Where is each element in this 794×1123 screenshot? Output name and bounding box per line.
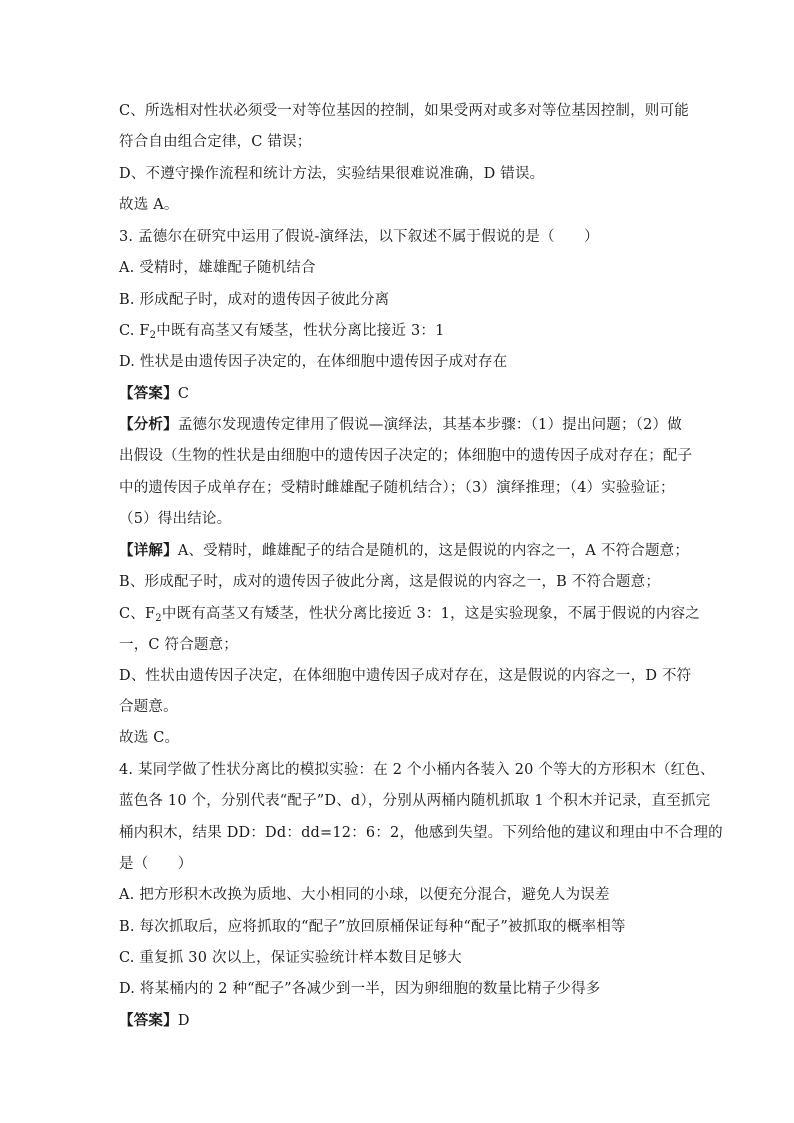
answer-value: C (177, 386, 190, 402)
text-line (119, 604, 700, 624)
analysis-line (119, 415, 682, 435)
text-line: 蓝色各 10 个，分别代表“配子”D、d），分别从两桶内随机抓取 1 个积木并记录，直至抓完 (119, 793, 711, 809)
option-b: B. 每次抓取后，应将抓取的“配子”放回原桶保证每种“配子”被抓取的概率相等 (119, 919, 626, 935)
option-b: B. 形成配子时，成对的遗传因子彼此分离 (119, 292, 390, 308)
text-line: 是（ ） (119, 856, 193, 872)
text-segment: C、F (119, 606, 156, 622)
text-segment: A、受精时，雌雄配子的结合是随机的，这是假说的内容之一，A 不符合题意； (177, 543, 690, 559)
text-line: 合题意。 (119, 699, 178, 715)
option-d: D. 性状是由遗传因子决定的，在体细胞中遗传因子成对存在 (119, 354, 508, 370)
analysis-tag: 【分析】 (119, 416, 178, 433)
text-line: B、形成配子时，成对的遗传因子彼此分离，这是假说的内容之一，B 不符合题意； (119, 574, 661, 590)
answer-line (119, 1011, 674, 1031)
option-a: A. 受精时，雄雄配子随机结合 (119, 260, 316, 276)
option-c (119, 321, 674, 341)
subscript: 2 (155, 613, 162, 624)
text-line: D、不遵守操作流程和统计方法，实验结果很难说准确，D 错误。 (119, 166, 545, 182)
text-segment: 中既有高茎又有矮茎，性状分离比接近 3：1，这是实验现象，不属于假说的内容之 (161, 606, 700, 622)
text-line: 符合自由组合定律，C 错误； (119, 134, 312, 150)
text-segment: C. F (119, 323, 150, 339)
text-line: C、所选相对性状必须受一对等位基因的控制，如果受两对或多对等位基因控制，则可能 (119, 103, 689, 119)
text-line: 故选 A。 (119, 197, 179, 213)
text-line: 出假设（生物的性状是由细胞中的遗传因子决定的；体细胞中的遗传因子成对存在；配子 (119, 448, 693, 464)
question-3-stem: 3. 孟德尔在研究中运用了假说-演绎法，以下叙述不属于假说的是（ ） (119, 229, 599, 245)
subscript: 2 (149, 330, 157, 341)
option-c: C. 重复抓 30 次以上，保证实验统计样本数目足够大 (119, 950, 462, 966)
detail-tag: 【详解】 (119, 542, 178, 559)
detail-line (119, 541, 690, 561)
text-segment: 孟德尔发现遗传定律用了假说—演绎法，其基本步骤：（1）提出问题；（2）做 (177, 417, 682, 433)
text-line: 桶内积木，结果 DD：Dd：dd=12：6：2，他感到失望。下列给他的建议和理由中不合理的 (119, 825, 723, 841)
text-line: （5）得出结论。 (119, 511, 232, 527)
text-line: D、性状由遗传因子决定，在体细胞中遗传因子成对存在，这是假说的内容之一，D 不符 (119, 668, 692, 684)
text-line: 一，C 符合题意； (119, 637, 239, 653)
answer-line (119, 384, 674, 404)
answer-value: D (177, 1013, 190, 1029)
text-line: 故选 C。 (119, 730, 180, 746)
option-a: A. 把方形积木改换为质地、大小相同的小球，以便充分混合，避免人为误差 (119, 887, 610, 903)
answer-tag: 【答案】 (119, 385, 178, 402)
text-line: 中的遗传因子成单存在；受精时雌雄配子随机结合）；（3）演绎推理；（4）实验验证； (119, 480, 675, 496)
answer-tag: 【答案】 (119, 1012, 178, 1029)
option-d: D. 将某桶内的 2 种“配子”各减少到一半，因为卵细胞的数量比精子少得多 (119, 981, 601, 997)
text-segment: 中既有高茎又有矮茎，性状分离比接近 3：1 (156, 323, 445, 339)
question-4-stem: 4. 某同学做了性状分离比的模拟实验：在 2 个小桶内各装入 20 个等大的方形积木（红色、 (119, 762, 715, 778)
